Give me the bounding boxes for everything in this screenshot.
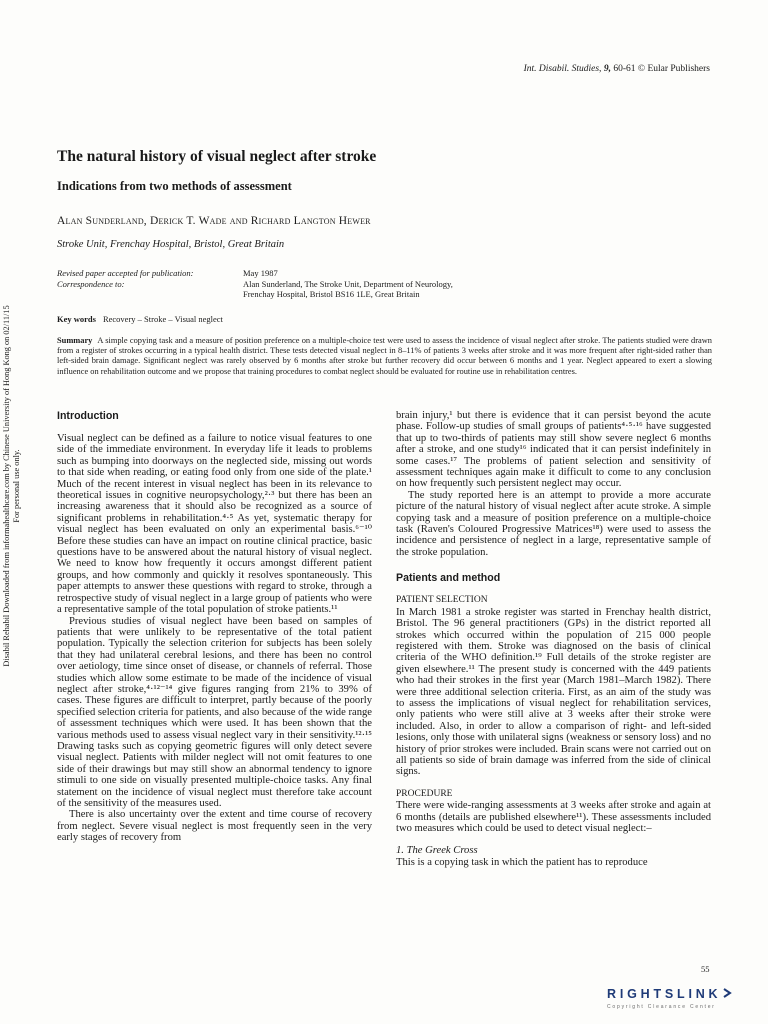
body-paragraph: There were wide-ranging assessments at 3 weeks after stroke and again at 6 months (details are published elsewhere¹¹). These assessments included two measures which could be used to detect visual neglect:– [396, 800, 711, 834]
article-title: The natural history of visual neglect after stroke [57, 148, 377, 165]
publication-meta [57, 268, 453, 300]
body-paragraph: brain injury,¹ but there is evidence that it can persist beyond the acute phase. Follow-up studies of small groups of patients⁴·⁵·¹⁶ have suggested that up to two-thirds of patients may still show severe neglect 6 months after a stroke, and one study¹⁶ indicated that it can persist indefinitely in some cases.¹⁷ The problems of patient selection and sensitivity of assessment techniques again make it difficult to come to any conclusion on how frequently such persistent neglect may occur. [396, 410, 711, 490]
correspondence-address-line: Frenchay Hospital, Bristol BS16 1LE, Great Britain [243, 289, 420, 299]
journal-pages: 60-61 [613, 64, 636, 74]
accepted-date: May 1987 [243, 268, 278, 278]
rightslink-logo[interactable] [607, 985, 755, 1010]
body-paragraph: Visual neglect can be defined as a failure to notice visual features to one side of the immediate environment. In everyday life it leads to problems such as bumping into doorways on the neglected side, missing out words to that side when reading, or eating food only from one side of the plate.¹ Much of the recent interest in visual neglect has been in its relevance to theoretical issues in cognitive neuropsychology,²·³ but there has been an increasing awareness that it should also be recognized as a source of significant problems in rehabilitation.⁴·⁵ As yet, systematic therapy for visual neglect has been evaluated on only an experimental basis.⁶⁻¹⁰ Before these studies can have an impact on routine clinical practice, basic questions have to be answered about the natural history of visual neglect. We need to know how frequently it occurs amongst different patient groups, and how commonly and quickly it resolves spontaneously. This paper attempts to answer these questions with regard to stroke, through a retrospective study of visual neglect in a large group of patients who were a representative sample of the total population of stroke patients.¹¹ [57, 433, 372, 616]
affiliation: Stroke Unit, Frenchay Hospital, Bristol, Great Britain [57, 239, 285, 250]
section-heading-introduction: Introduction [57, 410, 119, 422]
article-subtitle: Indications from two methods of assessment [57, 179, 292, 193]
summary-label: Summary [57, 336, 93, 345]
subheading-greek-cross: 1. The Greek Cross [396, 845, 478, 857]
body-paragraph: Previous studies of visual neglect have been based on samples of patients that were unlikely to be representative of the total patient population. Typically the selection criterion for subjects has been solely that they had unilateral cerebral lesions, and there has been no control over aetiology, time since onset of disease, or channels of referral. Those studies which allow some estimate to be made of the incidence of visual neglect after stroke,⁴·¹²⁻¹⁴ give figures ranging from 21% to 39% of cases. These figures are difficult to interpret, partly because of the poorly specified selection criteria for patients, and also because of the wide range of assessment techniques which were used. It has been shown that the various methods used to assess visual neglect vary in their sensitivity.¹²·¹⁵ Drawing tasks such as copying geometric figures will only detect severe visual neglect. Patients with milder neglect will not omit features to one side of their drawings but may still show an abnormal tendency to ignore stimuli to one side on visually presented multiple-choice tasks. Any final statement on the incidence of visual neglect must therefore take account of the sensitivity of the measures used. [57, 615, 372, 809]
journal-name: Int. Disabil. Studies, [523, 64, 602, 74]
download-notice [0, 296, 21, 676]
subheading-procedure: PROCEDURE [396, 788, 453, 799]
keywords [57, 314, 223, 324]
keywords-list: Recovery – Stroke – Visual neglect [102, 314, 223, 324]
rightslink-wordmark: RIGHTSLINK [607, 987, 722, 1002]
right-column [396, 410, 711, 868]
page-number: 55 [701, 964, 710, 974]
correspondence-address-line: Alan Sunderland, The Stroke Unit, Department of Neurology, [243, 278, 453, 289]
body-paragraph: This is a copying task in which the patient has to reproduce [396, 856, 648, 868]
subheading-patient-selection: PATIENT SELECTION [396, 595, 488, 606]
rightslink-tagline: Copyright Clearance Center [607, 1004, 716, 1011]
section-heading-methods: Patients and method [396, 572, 501, 585]
journal-volume: 9, [603, 64, 611, 74]
journal-publisher: © Eular Publishers [637, 64, 710, 74]
accepted-label: Revised paper accepted for publication: [57, 268, 194, 278]
journal-reference [524, 64, 710, 74]
summary [57, 336, 712, 377]
summary-text: A simple copying task and a measure of position preference on a multiple-choice test were used to assess the incidence of visual neglect after stroke. The patients studied were drawn from a register of strokes occurring in a typical health district. These tests detected visual neglect in 8–11% of patients 3 weeks after stroke and it was more frequent after right-sided rather than left-sided brain damage. Significant neglect was rarely observed by 6 months after stroke but further recovery did occur between 6 months and 1 year. Neglect appeared to exert a slowing influence on rehabilitation outcome and we propose that training procedures to combat neglect should be evaluated for routine use in rehabilitation centres. [57, 336, 712, 376]
left-column [57, 410, 372, 844]
personal-use-notice: For personal use only. [12, 449, 21, 523]
correspondence-label: Correspondence to: [57, 278, 125, 289]
rightslink-arrow-icon [723, 985, 732, 1003]
download-notice-line: Disabil Rehabil Downloaded from informahealthcare.com by Chinese University of Hong Kong on 02/11/15 [2, 305, 11, 667]
author-list: Alan Sunderland, Derick T. Wade and Richard Langton Hewer [57, 215, 371, 227]
keywords-label: Key words [57, 314, 96, 324]
body-paragraph: The study reported here is an attempt to provide a more accurate picture of the natural history of visual neglect after acute stroke. A simple copying task and a measure of position preference on a multiple-choice task (Raven's Coloured Progressive Matrices¹⁸) were used to assess the incidence and persistence of neglect in a large, representative sample of the stroke population. [396, 489, 711, 558]
body-paragraph: There is also uncertainty over the extent and time course of recovery from neglect. Severe visual neglect is most frequently seen in the very early stages of recovery from [57, 809, 372, 844]
body-paragraph: In March 1981 a stroke register was started in Frenchay health district, Bristol. The 96 general practitioners (GPs) in the district reported all strokes which occurred within the population of 215 000 people registered with them. Stroke was diagnosed on the basis of clinical criteria of the WHO definition.¹⁹ Full details of the stroke register are given elsewhere.¹¹ The present study is concerned with the 449 patients who had their strokes in the first year (March 1981–March 1982). There were three additional selection criteria. First, as an aim of the study was to assess the implications of visual neglect for rehabilitation services, only patients who were still alive at 3 weeks after their stroke were included. Also, in order to allow a comparison of right- and left-sided lesions, only those with unilateral signs (weakness or sensory loss) and no history of prior strokes were included. Brain scans were not carried out on all patients so side of brain damage was inferred from the side of clinical signs. [396, 606, 711, 778]
